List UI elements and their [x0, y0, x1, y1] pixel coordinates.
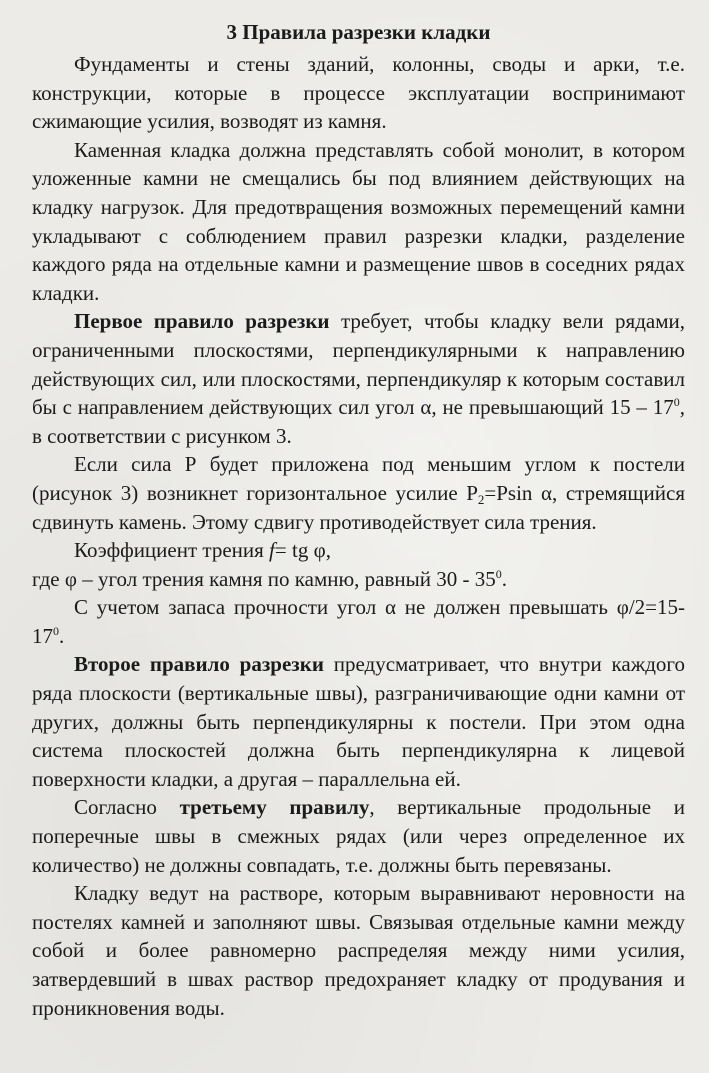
paragraph-6: где φ – угол трения камня по камню, равный $30 - 35^0$. [32, 566, 507, 591]
paragraph-1: Фундаменты и стены зданий, колонны, своды и арки, т.е. конструкции, которые в процессе эксплуатации воспринимают сжимающие усилия, возводят из камня. [32, 52, 685, 134]
rule-3-heading: третьему правилу [179, 795, 370, 820]
paragraph-9: Согласно третьему правилу, вертикальные продольные и поперечные швы в смежных рядах (или через определенное их количество) не должны совпадать, т.е. должны быть перевязаны. [32, 795, 686, 877]
rule-2-heading: Второе правило разрезки [74, 652, 324, 677]
rule-1-heading: Первое правило разрезки [74, 309, 330, 334]
paragraph-2: Каменная кладка должна представлять собой монолит, в котором уложенные камни не смещались бы под влиянием действующих на кладку нагрузок. Для предотвращения возможных перемещений камни укладывают с соблюдением правил разрезки кладки, разделение каждого ряда на отдельные камни и размещение швов в соседних рядах кладки. [32, 137, 685, 305]
paragraph-8: Второе правило разрезки предусматривает, что внутри каждого ряда плоскости (вертикальные швы), разграничивающие одни камни от других, должны быть перпендикулярны к постели. При этом одна система плоскостей должна быть перпендикулярна к лицевой поверхности кладки, а другая – параллельна ей. [32, 652, 685, 791]
paragraph-10: Кладку ведут на растворе, которым выравнивают неровности на постелях камней и заполняют швы. Связывая отдельные камни между собой и более равномерно распределяя между ними усилия, затвердевший в швах раствор предохраняет кладку от продувания и проникновения воды. [32, 881, 685, 1020]
paragraph-7: С учетом запаса прочности угол α не должен превышать $\varphi/2=15-17^0$. [32, 595, 685, 648]
paragraph-5-formula: Коэффициент трения f= tg φ, [74, 538, 331, 563]
paragraph-3: Первое правило разрезки требует, чтобы кладку вели рядами, ограниченными плоскостями, перпендикулярными к направлению действующих сил, или плоскостями, перпендикуляр к которым составил бы с направлением действующих сил угол α, не превышающий $15 - 17^0$, в соответствии с рисунком 3. [32, 309, 685, 448]
section-title: 3 Правила разрезки кладки [226, 20, 491, 44]
paragraph-4: Если сила Р будет приложена под меньшим углом к постели (рисунок 3) возникнет горизонтальное усилие $P_2=Psin$ α, стремящийся сдвинуть камень. Этому сдвигу противодействует сила трения. [32, 452, 685, 534]
